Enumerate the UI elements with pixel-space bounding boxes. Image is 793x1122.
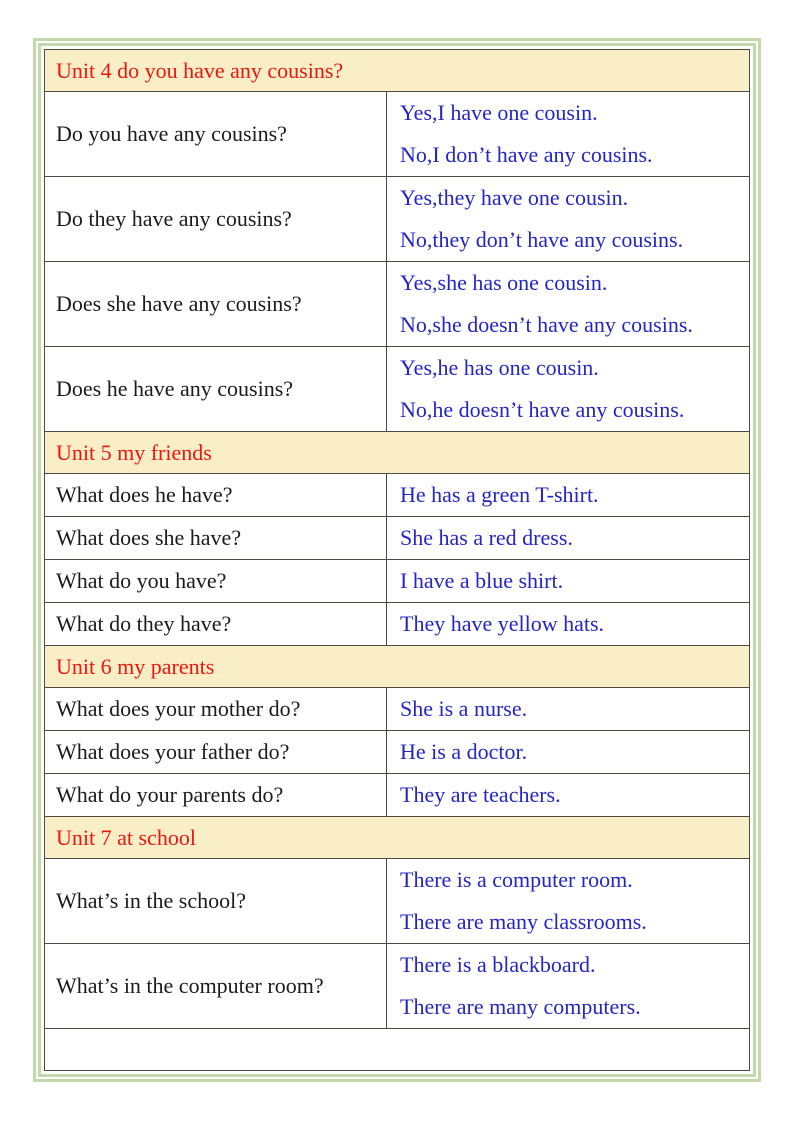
section-title: Unit 4 do you have any cousins? (45, 50, 750, 92)
qa-row (45, 92, 750, 177)
answer-line: No,she doesn’t have any cousins. (400, 312, 693, 337)
answer-cell (387, 603, 750, 646)
qa-row (45, 347, 750, 432)
question-cell: What does your father do? (45, 731, 387, 774)
section-title: Unit 5 my friends (45, 432, 750, 474)
answer-line: There is a computer room. (400, 867, 633, 892)
qa-row (45, 859, 750, 944)
question-cell: What does your mother do? (45, 688, 387, 731)
empty-row (45, 1029, 750, 1071)
question-cell: Do you have any cousins? (45, 92, 387, 177)
section-header-row (45, 432, 750, 474)
answer-cell (387, 774, 750, 817)
answer-line: Yes,she has one cousin. (400, 270, 608, 295)
question-cell: What do they have? (45, 603, 387, 646)
answer-cell (387, 262, 750, 347)
answer-line: No,I don’t have any cousins. (400, 142, 653, 167)
answer-line: There is a blackboard. (400, 952, 596, 977)
question-cell: What does she have? (45, 517, 387, 560)
question-cell: Do they have any cousins? (45, 177, 387, 262)
empty-cell (45, 1029, 750, 1071)
qa-row (45, 731, 750, 774)
answer-cell (387, 560, 750, 603)
qa-row (45, 262, 750, 347)
answer-line: He is a doctor. (400, 739, 528, 764)
qa-row (45, 474, 750, 517)
section-title: Unit 6 my parents (45, 646, 750, 688)
answer-line: He has a green T-shirt. (400, 482, 599, 507)
section-header-row (45, 50, 750, 92)
answer-cell (387, 731, 750, 774)
qa-row (45, 944, 750, 1029)
question-cell: What do you have? (45, 560, 387, 603)
question-cell: Does he have any cousins? (45, 347, 387, 432)
section-title: Unit 7 at school (45, 817, 750, 859)
answer-line: She has a red dress. (400, 525, 573, 550)
section-header-row (45, 646, 750, 688)
section-header-row (45, 817, 750, 859)
qa-row (45, 177, 750, 262)
qa-table (44, 49, 750, 1071)
answer-cell (387, 474, 750, 517)
qa-row (45, 688, 750, 731)
question-cell: What’s in the computer room? (45, 944, 387, 1029)
question-cell: What does he have? (45, 474, 387, 517)
answer-line: Yes,they have one cousin. (400, 185, 629, 210)
question-cell: What do your parents do? (45, 774, 387, 817)
answer-cell (387, 944, 750, 1029)
answer-line: She is a nurse. (400, 696, 528, 721)
answer-line: There are many computers. (400, 994, 641, 1019)
answer-cell (387, 177, 750, 262)
answer-line: Yes,he has one cousin. (400, 355, 599, 380)
qa-row (45, 517, 750, 560)
answer-line: There are many classrooms. (400, 909, 647, 934)
question-cell: Does she have any cousins? (45, 262, 387, 347)
question-cell: What’s in the school? (45, 859, 387, 944)
answer-line: Yes,I have one cousin. (400, 100, 598, 125)
answer-cell (387, 347, 750, 432)
qa-row (45, 774, 750, 817)
answer-line: No,he doesn’t have any cousins. (400, 397, 685, 422)
qa-row (45, 603, 750, 646)
answer-cell (387, 517, 750, 560)
answer-line: They are teachers. (400, 782, 561, 807)
answer-cell (387, 92, 750, 177)
answer-cell (387, 859, 750, 944)
answer-line: No,they don’t have any cousins. (400, 227, 684, 252)
answer-cell (387, 688, 750, 731)
answer-line: They have yellow hats. (400, 611, 605, 636)
answer-line: I have a blue shirt. (400, 568, 564, 593)
decorative-frame (33, 38, 761, 1082)
qa-row (45, 560, 750, 603)
